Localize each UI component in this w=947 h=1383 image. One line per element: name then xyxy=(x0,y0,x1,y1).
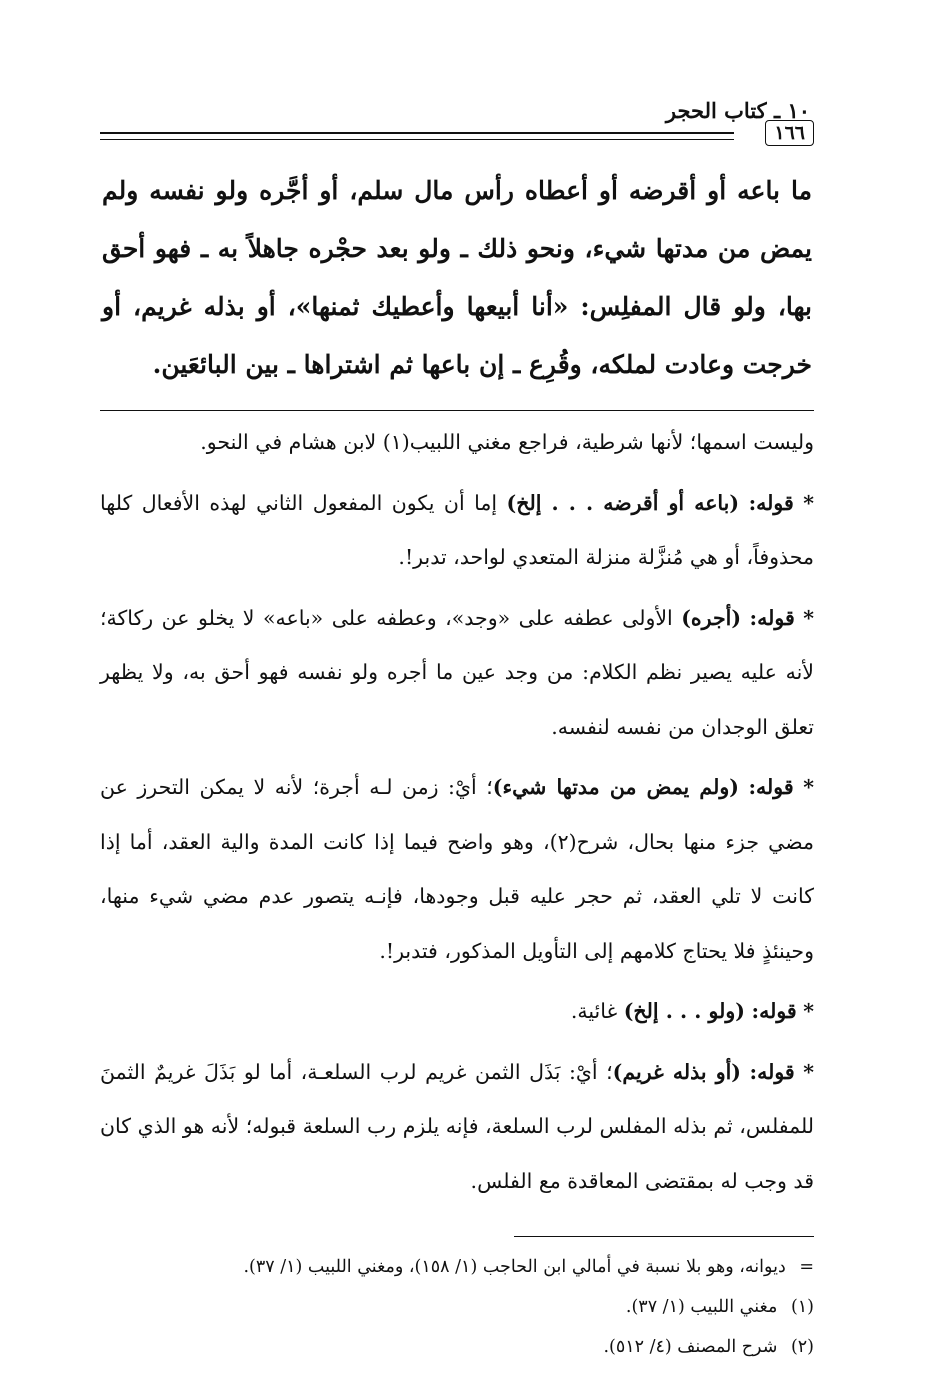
comment-quote: (أجره) xyxy=(681,605,742,630)
page-header xyxy=(100,92,814,162)
comment-quote: (باعه أو أقرضه . . . إلخ) xyxy=(506,490,740,515)
comment-text: ؛ أيْ: زمن لـه أجرة؛ لأنه لا يمكن التحرز عن مضي جزء منها بحال، شرح(٢)، وهو واضح فيما إذا كانت المدة والية العقد، أما إذا كانت لا تلي العقد، ثم حجر عليه قبل وجودها، فإنـه يتصور عدم مضي شيء منها، وحينئذٍ فلا يحتاج كلامهم إلى التأويل المذكور، فتدبر!. xyxy=(100,775,814,963)
footnote-text: شرح المصنف (٤/ ٥١٢). xyxy=(603,1337,778,1357)
comment-text: الأولى عطفه على «وجد»، وعطفه على «باعه» لا يخلو عن ركاكة؛ لأنه عليه يصير نظم الكلام: من وجد عين ما أجره ولو نفسه فهو أحق به، ولا يظهر تعلق الوجدان من نفسه لنفسه. xyxy=(100,605,814,739)
footnote xyxy=(100,1327,814,1367)
main-text: ما باعه أو أقرضه أو أعطاه رأس مال سلم، أو أجَّره ولو نفسه ولم يمض من مدتها شيء، ونحو ذلك ـ ولو بعد حجْره جاهلاً به ـ فهو أحق بها، ولو قال المفلِس: «أنا أبيعها وأعطيك ثمنها»، أو بذله غريم، أو خرجت وعادت لملكه، وقُرِع ـ إن باعها ثم اشتراها ـ بين البائعَين. xyxy=(102,176,812,379)
footnote xyxy=(100,1247,814,1287)
commentary-item xyxy=(100,476,814,585)
chapter-title: ١٠ ـ كتاب الحجر xyxy=(665,98,810,123)
footnote-number: (١) xyxy=(790,1297,814,1317)
comment-quote: (ولم يمض من مدتها شيء) xyxy=(492,775,739,799)
comment-text: إما أن يكون المفعول الثاني لهذه الأفعال كلها محذوفاً، أو هي مُنزَّلة منزلة المتعدي لواحد، تدبر!. xyxy=(100,490,814,569)
commentary-continuation: وليست اسمها؛ لأنها شرطية، فراجع مغني اللبيب(١) لابن هشام في النحو. xyxy=(200,430,814,454)
header-rule xyxy=(100,132,734,140)
text-divider xyxy=(100,410,814,411)
footnote-divider xyxy=(514,1236,814,1237)
comment-text: ؛ أيْ: بَذَل الثمن غريم لرب السلعـة، أما لو بَذَلَ غريمٌ الثمنَ للمفلس، ثم بذله المفلس لرب السلعة، فإنه يلزم رب السلعة قبوله؛ لأنه هو الذي كان قد وجب له بمقتضى المعاقدة مع الفلس. xyxy=(100,1059,814,1193)
footnote-text: مغني اللبيب (١/ ٣٧). xyxy=(625,1297,778,1317)
bullet-star: * xyxy=(803,775,814,799)
commentary-item xyxy=(100,591,814,755)
footnote xyxy=(100,1287,814,1327)
book-page xyxy=(100,92,814,1367)
footnotes xyxy=(100,1247,814,1367)
commentary-item xyxy=(100,760,814,978)
footnote-number: (٢) xyxy=(790,1337,814,1357)
bullet-star: * xyxy=(803,1059,814,1084)
comment-quote: (أو بذله غريم) xyxy=(612,1059,741,1084)
bullet-star: * xyxy=(803,999,814,1023)
commentary-item xyxy=(100,1045,814,1209)
footnote-number: = xyxy=(799,1257,814,1277)
commentary xyxy=(100,415,814,1208)
bullet-star: * xyxy=(803,605,814,630)
comment-text: غائية. xyxy=(570,999,624,1023)
comment-label: قوله: xyxy=(749,605,795,630)
commentary-item xyxy=(100,984,814,1039)
comment-label: قوله: xyxy=(749,1059,795,1084)
comment-label: قوله: xyxy=(751,999,797,1023)
footnote-text: ديوانه، وهو بلا نسبة في أمالي ابن الحاجب (١/ ١٥٨)، ومغني اللبيب (١/ ٣٧). xyxy=(243,1257,786,1277)
bullet-star: * xyxy=(803,490,814,515)
page-number: ١٦٦ xyxy=(765,120,814,146)
comment-quote: (ولو . . . إلخ) xyxy=(623,999,745,1023)
comment-label: قوله: xyxy=(748,490,794,515)
comment-label: قوله: xyxy=(748,775,794,799)
